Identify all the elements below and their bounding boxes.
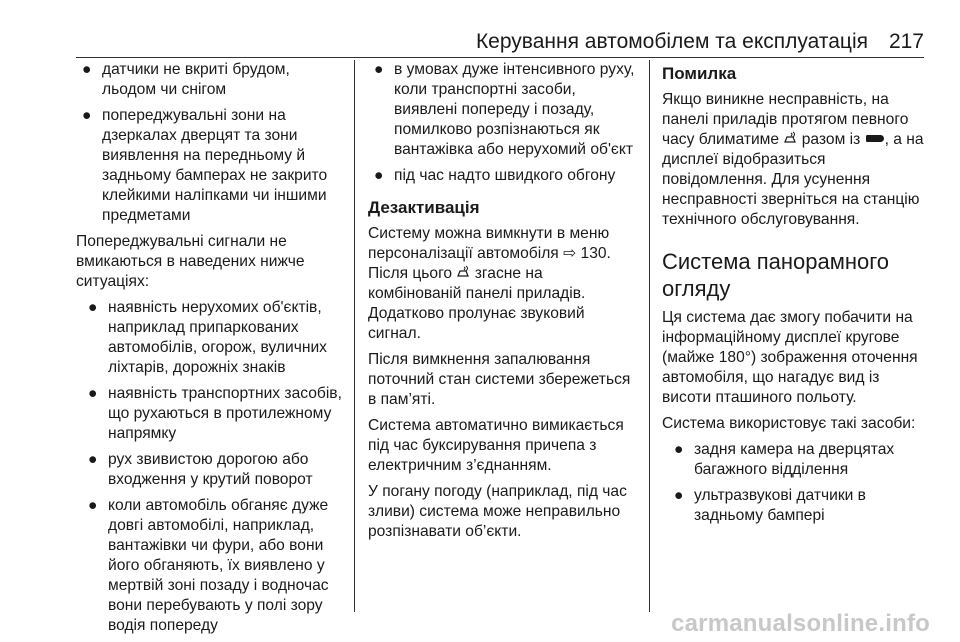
bullet: ● xyxy=(88,385,98,402)
bullet: ● xyxy=(374,167,384,184)
section-heading-deactivation: Дезактивація xyxy=(368,198,480,217)
bullet: ● xyxy=(88,497,98,514)
paragraph: Після вимкнення запалювання поточний стан системи збережеться в пам’яті. xyxy=(368,351,631,408)
column-divider-1 xyxy=(354,60,355,612)
column-1 xyxy=(76,60,346,636)
column-2 xyxy=(368,60,640,542)
paragraph: Система використовує такі засоби: xyxy=(662,415,916,432)
bullet: ● xyxy=(374,61,384,78)
page-number: 217 xyxy=(888,30,924,53)
bullet: ● xyxy=(88,299,98,316)
warning-dash-icon xyxy=(866,135,884,142)
bullet: ● xyxy=(674,487,684,504)
section-heading-error: Помилка xyxy=(662,64,737,83)
list-item: ● ультразвукові датчики в задньому бампері xyxy=(674,487,866,524)
paragraph: Якщо виникне несправність, на панелі приладів протягом певного часу блиматиме разом із , а на дисплеї відобразиться повідомлення. Для усунення несправності зверніться на станцію технічного обслуговування. xyxy=(662,91,924,228)
header-divider xyxy=(76,57,924,58)
list-item: ● наявність нерухомих об'єктів, наприклад припаркованих автомобілів, огорож, вуличних ліхтарів, дорожніх знаків xyxy=(88,299,327,376)
list-item: ● в умовах дуже інтенсивного руху, коли транспортні засоби, виявлені попереду і позаду, помилково розпізнаються як вантажівка або нерухомий об'єкт xyxy=(374,61,635,158)
list-item: ● задня камера на дверцятах багажного відділення xyxy=(674,441,895,478)
paragraph: Система автоматично вимикається під час буксирування причепа з електричним з’єднанням. xyxy=(368,417,624,474)
page-title: Керування автомобілем та експлуатація xyxy=(475,30,868,53)
list-item: ● рух звивистою дорогою або входження у крутий поворот xyxy=(88,451,313,488)
bullet: ● xyxy=(82,61,92,78)
list-item: ● коли автомобіль обганяє дуже довгі автомобілі, наприклад, вантажівки чи фури, або вони його обганяють, їх виявлено у мертвій зоні позаду і водночас вони перебувають у полі зору водія попереду xyxy=(88,497,329,634)
bullet: ● xyxy=(82,107,92,124)
pdc-icon xyxy=(456,265,470,279)
page-ref-arrow-icon: ⇨ xyxy=(563,245,577,262)
list-item: ● датчики не вкриті брудом, льодом чи снігом xyxy=(82,61,290,98)
list-item: ● попереджувальні зони на дзеркалах дверцят та зони виявлення на передньому й задньому бамперах не закрито клейкими наліпками чи іншими предметами xyxy=(82,107,328,224)
pdc-icon xyxy=(783,131,797,145)
paragraph: Систему можна вимкнути в меню персоналізації автомобіля ⇨ 130. Після цього згасне на комбінованій панелі приладів. Додатково пролунає звуковий сигнал. xyxy=(368,225,611,342)
bullet: ● xyxy=(674,441,684,458)
list-item: ● наявність транспортних засобів, що рухаються в протилежному напрямку xyxy=(88,385,342,442)
column-3 xyxy=(662,60,930,526)
paragraph: Попереджувальні сигнали не вмикаються в наведених нижче ситуаціях: xyxy=(76,233,305,290)
section-heading-panoramic: Система панорамного огляду xyxy=(662,249,890,301)
paragraph: У погану погоду (наприклад, під час зливи) система може неправильно розпізнавати об’єкти. xyxy=(368,483,627,540)
watermark: carmanualsonline.info xyxy=(671,610,930,637)
paragraph: Ця система дає змогу побачити на інформаційному дисплеї кругове (майже 180°) зображення оточення автомобіля, що нагадує вид із висоти пташиного польоту. xyxy=(662,309,918,406)
page-ref-link[interactable]: 130. xyxy=(580,245,611,262)
bullet: ● xyxy=(88,451,98,468)
list-item: ● під час надто швидкого обгону xyxy=(374,167,616,184)
page-header xyxy=(0,0,960,56)
column-divider-2 xyxy=(649,60,650,612)
